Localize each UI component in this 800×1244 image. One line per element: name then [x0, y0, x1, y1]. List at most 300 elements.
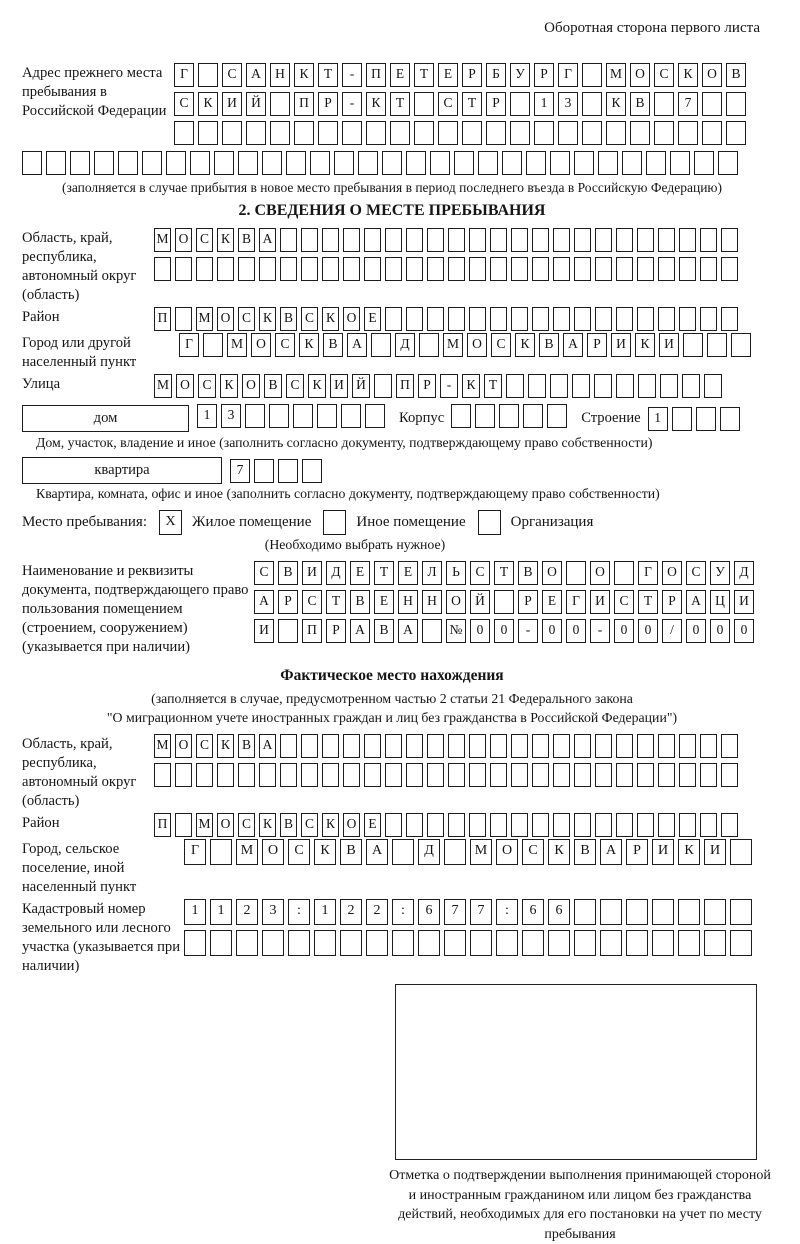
stay-type-checkbox-residential[interactable]: X — [159, 510, 182, 535]
char-box[interactable] — [683, 333, 703, 357]
char-box[interactable] — [385, 763, 402, 787]
char-box[interactable]: У — [510, 63, 530, 87]
char-box[interactable]: / — [662, 619, 682, 643]
char-box[interactable]: Е — [364, 307, 381, 331]
char-box[interactable]: Е — [350, 561, 370, 585]
char-box[interactable] — [679, 307, 696, 331]
char-box[interactable] — [184, 930, 206, 956]
char-box[interactable] — [444, 839, 466, 865]
char-box[interactable] — [236, 930, 258, 956]
char-box[interactable]: О — [630, 63, 650, 87]
char-box[interactable] — [198, 63, 218, 87]
char-box[interactable] — [660, 374, 678, 398]
char-box[interactable] — [210, 839, 232, 865]
char-box[interactable] — [70, 151, 90, 175]
char-box[interactable]: Н — [422, 590, 442, 614]
char-box[interactable]: И — [611, 333, 631, 357]
char-box[interactable] — [469, 813, 486, 837]
char-box[interactable] — [532, 257, 549, 281]
char-box[interactable]: Н — [270, 63, 290, 87]
char-box[interactable] — [700, 257, 717, 281]
char-box[interactable] — [175, 257, 192, 281]
char-box[interactable] — [451, 404, 471, 428]
char-box[interactable]: В — [374, 619, 394, 643]
char-box[interactable] — [390, 121, 410, 145]
char-box[interactable] — [550, 151, 570, 175]
char-box[interactable] — [704, 899, 726, 925]
char-box[interactable]: А — [347, 333, 367, 357]
char-box[interactable] — [448, 813, 465, 837]
char-box[interactable] — [594, 374, 612, 398]
char-box[interactable]: : — [392, 899, 414, 925]
char-box[interactable] — [318, 121, 338, 145]
char-box[interactable]: Р — [326, 619, 346, 643]
char-box[interactable] — [238, 763, 255, 787]
char-box[interactable] — [566, 561, 586, 585]
char-box[interactable] — [238, 151, 258, 175]
char-box[interactable]: 1 — [210, 899, 232, 925]
char-box[interactable] — [511, 734, 528, 758]
char-box[interactable] — [499, 404, 519, 428]
char-box[interactable] — [46, 151, 66, 175]
char-box[interactable]: В — [539, 333, 559, 357]
char-box[interactable] — [280, 228, 297, 252]
char-box[interactable]: В — [280, 813, 297, 837]
char-box[interactable] — [154, 257, 171, 281]
char-box[interactable]: К — [635, 333, 655, 357]
char-box[interactable]: С — [301, 307, 318, 331]
char-box[interactable] — [280, 734, 297, 758]
char-box[interactable] — [286, 151, 306, 175]
char-box[interactable]: С — [438, 92, 458, 116]
char-box[interactable] — [217, 763, 234, 787]
char-box[interactable] — [364, 734, 381, 758]
char-box[interactable] — [358, 151, 378, 175]
char-box[interactable] — [553, 228, 570, 252]
char-box[interactable] — [720, 407, 740, 431]
char-box[interactable] — [574, 151, 594, 175]
char-box[interactable] — [448, 763, 465, 787]
char-box[interactable] — [293, 404, 313, 428]
char-box[interactable] — [511, 307, 528, 331]
char-box[interactable] — [553, 257, 570, 281]
char-box[interactable]: - — [342, 63, 362, 87]
char-box[interactable] — [419, 333, 439, 357]
char-box[interactable]: А — [350, 619, 370, 643]
char-box[interactable] — [366, 121, 386, 145]
char-box[interactable] — [707, 333, 727, 357]
char-box[interactable] — [174, 121, 194, 145]
char-box[interactable]: М — [154, 228, 171, 252]
char-box[interactable]: К — [314, 839, 336, 865]
char-box[interactable]: Е — [398, 561, 418, 585]
char-box[interactable] — [118, 151, 138, 175]
char-box[interactable] — [510, 92, 530, 116]
char-box[interactable] — [598, 151, 618, 175]
char-box[interactable] — [726, 92, 746, 116]
char-box[interactable]: В — [340, 839, 362, 865]
char-box[interactable]: К — [462, 374, 480, 398]
char-box[interactable] — [175, 307, 192, 331]
char-box[interactable] — [616, 257, 633, 281]
char-box[interactable]: О — [217, 307, 234, 331]
char-box[interactable] — [654, 121, 674, 145]
char-box[interactable] — [469, 228, 486, 252]
char-box[interactable] — [203, 333, 223, 357]
char-box[interactable] — [658, 763, 675, 787]
char-box[interactable] — [616, 228, 633, 252]
char-box[interactable] — [730, 930, 752, 956]
char-box[interactable] — [582, 92, 602, 116]
char-box[interactable]: О — [343, 307, 360, 331]
char-box[interactable]: М — [196, 813, 213, 837]
char-box[interactable]: В — [350, 590, 370, 614]
char-box[interactable]: К — [259, 307, 276, 331]
char-box[interactable]: С — [491, 333, 511, 357]
char-box[interactable]: С — [470, 561, 490, 585]
char-box[interactable]: 7 — [230, 459, 250, 483]
char-box[interactable] — [490, 813, 507, 837]
char-box[interactable]: М — [236, 839, 258, 865]
char-box[interactable] — [553, 307, 570, 331]
char-box[interactable] — [511, 228, 528, 252]
char-box[interactable]: - — [440, 374, 458, 398]
char-box[interactable] — [385, 257, 402, 281]
char-box[interactable]: С — [254, 561, 274, 585]
char-box[interactable] — [595, 257, 612, 281]
char-box[interactable]: Т — [318, 63, 338, 87]
char-box[interactable] — [511, 763, 528, 787]
char-box[interactable] — [646, 151, 666, 175]
char-box[interactable]: 0 — [494, 619, 514, 643]
char-box[interactable] — [616, 763, 633, 787]
char-box[interactable]: Р — [486, 92, 506, 116]
char-box[interactable]: И — [302, 561, 322, 585]
char-box[interactable] — [574, 813, 591, 837]
char-box[interactable] — [301, 257, 318, 281]
char-box[interactable]: С — [222, 63, 242, 87]
char-box[interactable]: 0 — [542, 619, 562, 643]
char-box[interactable]: 3 — [221, 404, 241, 428]
char-box[interactable]: О — [343, 813, 360, 837]
char-box[interactable] — [427, 228, 444, 252]
char-box[interactable]: Н — [398, 590, 418, 614]
char-box[interactable] — [702, 92, 722, 116]
char-box[interactable] — [490, 763, 507, 787]
char-box[interactable] — [262, 151, 282, 175]
char-box[interactable]: М — [470, 839, 492, 865]
char-box[interactable]: К — [299, 333, 319, 357]
char-box[interactable] — [366, 930, 388, 956]
char-box[interactable]: Ц — [710, 590, 730, 614]
char-box[interactable]: Р — [587, 333, 607, 357]
char-box[interactable]: П — [396, 374, 414, 398]
char-box[interactable] — [154, 763, 171, 787]
char-box[interactable]: № — [446, 619, 466, 643]
char-box[interactable]: 2 — [340, 899, 362, 925]
char-box[interactable] — [301, 228, 318, 252]
char-box[interactable]: 6 — [548, 899, 570, 925]
char-box[interactable]: А — [686, 590, 706, 614]
char-box[interactable]: П — [302, 619, 322, 643]
char-box[interactable]: 6 — [522, 899, 544, 925]
char-box[interactable] — [427, 307, 444, 331]
char-box[interactable] — [506, 374, 524, 398]
char-box[interactable] — [547, 404, 567, 428]
char-box[interactable] — [682, 374, 700, 398]
char-box[interactable] — [406, 257, 423, 281]
char-box[interactable]: 7 — [470, 899, 492, 925]
char-box[interactable]: Й — [352, 374, 370, 398]
char-box[interactable] — [469, 307, 486, 331]
char-box[interactable]: Д — [418, 839, 440, 865]
char-box[interactable]: 6 — [418, 899, 440, 925]
char-box[interactable]: К — [515, 333, 535, 357]
char-box[interactable]: В — [280, 307, 297, 331]
char-box[interactable]: П — [294, 92, 314, 116]
char-box[interactable] — [278, 619, 298, 643]
char-box[interactable] — [637, 307, 654, 331]
char-box[interactable]: А — [398, 619, 418, 643]
char-box[interactable]: О — [662, 561, 682, 585]
char-box[interactable] — [670, 151, 690, 175]
char-box[interactable] — [532, 228, 549, 252]
char-box[interactable]: Ь — [446, 561, 466, 585]
char-box[interactable] — [269, 404, 289, 428]
char-box[interactable] — [679, 734, 696, 758]
char-box[interactable] — [502, 151, 522, 175]
char-box[interactable] — [288, 930, 310, 956]
char-box[interactable]: К — [366, 92, 386, 116]
char-box[interactable] — [278, 459, 298, 483]
char-box[interactable] — [406, 734, 423, 758]
char-box[interactable]: К — [220, 374, 238, 398]
char-box[interactable]: 3 — [558, 92, 578, 116]
char-box[interactable] — [534, 121, 554, 145]
char-box[interactable]: И — [652, 839, 674, 865]
char-box[interactable]: И — [330, 374, 348, 398]
char-box[interactable]: 0 — [710, 619, 730, 643]
char-box[interactable] — [454, 151, 474, 175]
char-box[interactable]: К — [217, 734, 234, 758]
char-box[interactable] — [259, 763, 276, 787]
char-box[interactable] — [721, 734, 738, 758]
char-box[interactable] — [406, 813, 423, 837]
char-box[interactable] — [652, 930, 674, 956]
char-box[interactable] — [731, 333, 751, 357]
char-box[interactable] — [616, 307, 633, 331]
char-box[interactable]: К — [678, 839, 700, 865]
char-box[interactable]: Д — [326, 561, 346, 585]
char-box[interactable] — [430, 151, 450, 175]
char-box[interactable]: 1 — [314, 899, 336, 925]
char-box[interactable]: С — [238, 307, 255, 331]
char-box[interactable] — [385, 228, 402, 252]
char-box[interactable] — [679, 813, 696, 837]
char-box[interactable]: 0 — [470, 619, 490, 643]
char-box[interactable] — [654, 92, 674, 116]
char-box[interactable]: В — [574, 839, 596, 865]
char-box[interactable] — [595, 813, 612, 837]
char-box[interactable] — [678, 930, 700, 956]
char-box[interactable]: В — [630, 92, 650, 116]
char-box[interactable]: М — [606, 63, 626, 87]
char-box[interactable]: В — [264, 374, 282, 398]
char-box[interactable]: А — [259, 228, 276, 252]
char-box[interactable] — [210, 930, 232, 956]
char-box[interactable] — [522, 930, 544, 956]
char-box[interactable] — [510, 121, 530, 145]
char-box[interactable]: А — [366, 839, 388, 865]
char-box[interactable] — [658, 228, 675, 252]
char-box[interactable]: О — [590, 561, 610, 585]
char-box[interactable] — [462, 121, 482, 145]
char-box[interactable] — [702, 121, 722, 145]
char-box[interactable] — [658, 734, 675, 758]
char-box[interactable]: Р — [518, 590, 538, 614]
char-box[interactable]: Р — [662, 590, 682, 614]
char-box[interactable] — [301, 734, 318, 758]
char-box[interactable]: И — [590, 590, 610, 614]
char-box[interactable] — [721, 307, 738, 331]
char-box[interactable]: О — [251, 333, 271, 357]
char-box[interactable] — [696, 407, 716, 431]
char-box[interactable] — [340, 930, 362, 956]
char-box[interactable] — [523, 404, 543, 428]
char-box[interactable] — [630, 121, 650, 145]
char-box[interactable]: 3 — [262, 899, 284, 925]
char-box[interactable] — [595, 734, 612, 758]
char-box[interactable] — [496, 930, 518, 956]
char-box[interactable] — [553, 813, 570, 837]
char-box[interactable]: А — [259, 734, 276, 758]
char-box[interactable] — [448, 734, 465, 758]
char-box[interactable] — [532, 307, 549, 331]
char-box[interactable]: 0 — [638, 619, 658, 643]
char-box[interactable]: Т — [390, 92, 410, 116]
char-box[interactable] — [341, 404, 361, 428]
char-box[interactable]: С — [174, 92, 194, 116]
char-box[interactable] — [616, 734, 633, 758]
char-box[interactable] — [94, 151, 114, 175]
char-box[interactable] — [469, 734, 486, 758]
char-box[interactable] — [582, 63, 602, 87]
char-box[interactable] — [550, 374, 568, 398]
char-box[interactable]: О — [446, 590, 466, 614]
char-box[interactable] — [448, 257, 465, 281]
char-box[interactable] — [214, 151, 234, 175]
char-box[interactable]: О — [542, 561, 562, 585]
char-box[interactable] — [574, 734, 591, 758]
char-box[interactable]: А — [563, 333, 583, 357]
char-box[interactable]: 1 — [534, 92, 554, 116]
char-box[interactable]: К — [548, 839, 570, 865]
char-box[interactable] — [270, 92, 290, 116]
char-box[interactable] — [310, 151, 330, 175]
char-box[interactable]: 1 — [184, 899, 206, 925]
char-box[interactable] — [198, 121, 218, 145]
char-box[interactable]: - — [590, 619, 610, 643]
char-box[interactable] — [679, 257, 696, 281]
char-box[interactable] — [246, 121, 266, 145]
char-box[interactable] — [595, 228, 612, 252]
char-box[interactable]: Г — [179, 333, 199, 357]
char-box[interactable] — [572, 374, 590, 398]
char-box[interactable] — [427, 763, 444, 787]
char-box[interactable]: Т — [638, 590, 658, 614]
char-box[interactable] — [658, 257, 675, 281]
char-box[interactable]: Т — [462, 92, 482, 116]
char-box[interactable]: О — [242, 374, 260, 398]
stay-type-checkbox-organization[interactable] — [478, 510, 501, 535]
char-box[interactable] — [280, 763, 297, 787]
char-box[interactable]: И — [254, 619, 274, 643]
char-box[interactable] — [637, 813, 654, 837]
char-box[interactable]: К — [217, 228, 234, 252]
char-box[interactable] — [259, 257, 276, 281]
char-box[interactable] — [469, 257, 486, 281]
char-box[interactable]: Л — [422, 561, 442, 585]
char-box[interactable] — [694, 151, 714, 175]
char-box[interactable]: 1 — [197, 404, 217, 428]
char-box[interactable] — [721, 228, 738, 252]
char-box[interactable] — [490, 228, 507, 252]
char-box[interactable] — [700, 813, 717, 837]
char-box[interactable] — [718, 151, 738, 175]
char-box[interactable] — [322, 763, 339, 787]
char-box[interactable] — [532, 734, 549, 758]
char-box[interactable] — [490, 307, 507, 331]
char-box[interactable] — [679, 763, 696, 787]
char-box[interactable] — [726, 121, 746, 145]
char-box[interactable]: Т — [484, 374, 502, 398]
char-box[interactable]: 2 — [366, 899, 388, 925]
char-box[interactable]: Е — [364, 813, 381, 837]
char-box[interactable] — [422, 619, 442, 643]
char-box[interactable]: Р — [418, 374, 436, 398]
char-box[interactable] — [385, 813, 402, 837]
char-box[interactable]: С — [198, 374, 216, 398]
char-box[interactable]: : — [288, 899, 310, 925]
char-box[interactable] — [262, 930, 284, 956]
char-box[interactable]: Т — [374, 561, 394, 585]
char-box[interactable] — [532, 763, 549, 787]
char-box[interactable]: С — [301, 813, 318, 837]
char-box[interactable] — [418, 930, 440, 956]
char-box[interactable]: А — [600, 839, 622, 865]
char-box[interactable]: Г — [558, 63, 578, 87]
char-box[interactable] — [427, 734, 444, 758]
char-box[interactable] — [414, 121, 434, 145]
char-box[interactable]: В — [726, 63, 746, 87]
char-box[interactable] — [343, 734, 360, 758]
char-box[interactable] — [490, 257, 507, 281]
char-box[interactable] — [700, 734, 717, 758]
char-box[interactable] — [700, 307, 717, 331]
char-box[interactable]: Г — [174, 63, 194, 87]
char-box[interactable]: Д — [734, 561, 754, 585]
char-box[interactable]: С — [522, 839, 544, 865]
char-box[interactable] — [553, 763, 570, 787]
char-box[interactable]: Г — [184, 839, 206, 865]
char-box[interactable] — [582, 121, 602, 145]
char-box[interactable] — [371, 333, 391, 357]
char-box[interactable] — [294, 121, 314, 145]
char-box[interactable] — [511, 813, 528, 837]
char-box[interactable]: О — [175, 734, 192, 758]
char-box[interactable]: 7 — [444, 899, 466, 925]
char-box[interactable]: Е — [438, 63, 458, 87]
